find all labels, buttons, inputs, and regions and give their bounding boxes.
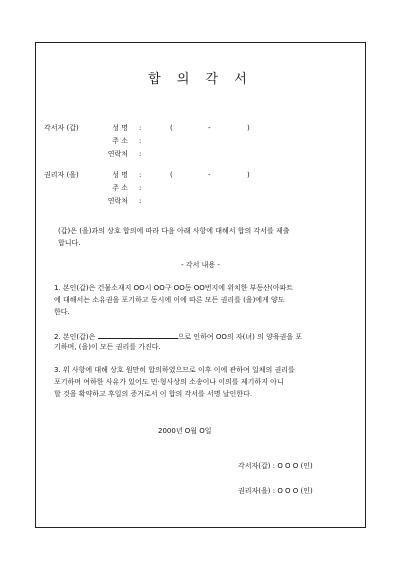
party-b-id-open: ( bbox=[170, 171, 173, 179]
party-b-address-colon: : bbox=[139, 184, 142, 192]
item3-line: 포기하며 여하한 사유가 있어도 민·형사상의 소송이나 이의를 제기하지 아니 bbox=[54, 378, 284, 386]
party-a-contact-label: 연락처 bbox=[107, 150, 128, 158]
party-b-contact-colon: : bbox=[139, 197, 142, 205]
party-b-id-dash: - bbox=[208, 171, 211, 179]
party-a-label: 각서자 (갑) bbox=[44, 124, 79, 132]
item2-line: 기하며, (을)이 모든 권리를 가진다. bbox=[54, 343, 161, 351]
item1-line: 한다. bbox=[54, 308, 70, 316]
party-a-contact-colon: : bbox=[139, 150, 142, 158]
party-b-label: 권리자 (을) bbox=[44, 171, 79, 179]
item2-line bbox=[54, 332, 302, 341]
party-a-name-label: 성 명 bbox=[112, 124, 128, 132]
party-a-name-colon: : bbox=[139, 124, 142, 132]
item1-line: 1. 본인(갑)은 건물소재지 OO시 OO구 OO동 OO번지에 위치한 부동산(아파트 bbox=[54, 284, 294, 292]
item2-suffix: 으로 인하여 OO의 자(녀) 의 양육권을 포 bbox=[177, 333, 303, 341]
party-a-address-colon: : bbox=[139, 137, 142, 145]
party-b-contact-label: 연락처 bbox=[107, 197, 128, 205]
party-b-name-colon: : bbox=[139, 171, 142, 179]
document-frame bbox=[35, 42, 366, 528]
document-date: 2000년 O월 O일 bbox=[158, 427, 212, 435]
item3-line: 3. 위 사항에 대해 상호 원만히 합의하였으므로 이후 이에 관하여 일체의 권리를 bbox=[54, 366, 295, 374]
signature-party-a: 각서자(갑) : O O O (인) bbox=[238, 462, 313, 470]
signature-party-b: 권리자(을) : O O O (인) bbox=[238, 487, 313, 495]
section-title: - 각서 내용 - bbox=[181, 261, 220, 269]
item3-line: 할 것을 확약하고 후일의 증거로서 이 합의 각서를 서명 날인한다. bbox=[54, 390, 253, 398]
intro-line: (갑)은 (을)과의 상호 합의에 따라 다음 아래 사항에 대해서 합의 각서를 제출 bbox=[58, 227, 290, 235]
item2-blank bbox=[98, 332, 178, 339]
party-b-name-label: 성 명 bbox=[112, 171, 128, 179]
item1-line: 에 대해서는 소유권을 포기하고 동시에 이에 따른 모든 권리를 (을)에게 양도 bbox=[54, 296, 285, 304]
intro-line: 합니다. bbox=[58, 239, 81, 247]
party-a-id-dash: - bbox=[208, 124, 211, 132]
party-a-address-label: 주 소 bbox=[112, 137, 128, 145]
party-b-id-close: ) bbox=[247, 171, 250, 179]
item2-prefix: 2. 본인(갑)은 bbox=[54, 333, 96, 341]
party-a-id-open: ( bbox=[170, 124, 173, 132]
party-b-address-label: 주 소 bbox=[112, 184, 128, 192]
party-a-id-close: ) bbox=[247, 124, 250, 132]
document-title: 합 의 각 서 bbox=[148, 72, 253, 87]
